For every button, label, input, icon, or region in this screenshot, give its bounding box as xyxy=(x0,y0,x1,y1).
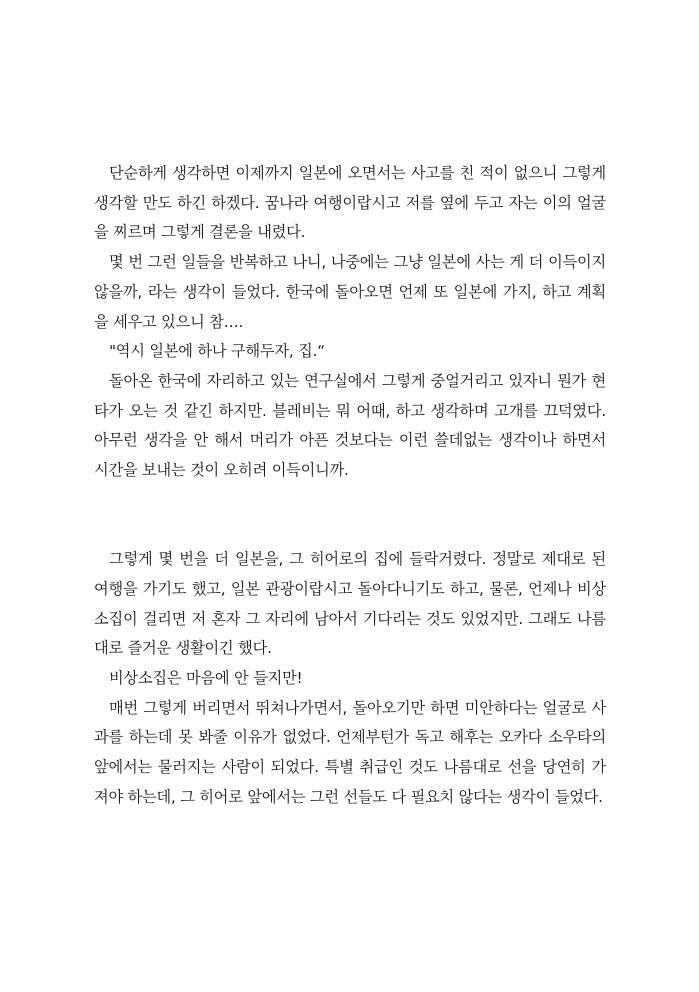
paragraph-6: 매번 그렇게 버리면서 뛰쳐나가면서, 돌아오기만 하면 미안하다는 얼굴로 사과를 하는데 못 봐줄 이유가 없었다. 언제부턴가 독고 해후는 오카다 소우타의 앞에서는 물러지는 사람이 되었다. 특별 취급인 것도 나름대로 선을 당연히 가져야 하는데, 그 히어로 앞에서는 그런 선들도 다 필요치 않다는 생각이 들었다. xyxy=(94,698,606,806)
paragraph-1: 단순하게 생각하면 이제까지 일본에 오면서는 사고를 친 적이 없으니 그렇게 생각할 만도 하긴 하겠다. 꿈나라 여행이랍시고 저를 옆에 두고 자는 이의 얼굴을 찌르며 그렇게 결론을 내렸다. xyxy=(94,164,606,242)
section-break-2 xyxy=(94,515,606,545)
document-page xyxy=(94,159,606,812)
paragraph-3: 돌아온 한국에 자리하고 있는 연구실에서 그렇게 중얼거리고 있자니 뭔가 현타가 오는 것 같긴 하지만. 블레비는 뭐 어때, 하고 생각하며 고개를 끄덕였다. 아무런 생각을 안 해서 머리가 아픈 것보다는 이런 쓸데없는 생각이나 하면서 시간을 보내는 것이 오히려 이득이니까. xyxy=(94,371,606,480)
section-break xyxy=(94,486,606,516)
paragraph-5: 비상소집은 마음에 안 들지만! xyxy=(109,668,303,687)
paragraph-4: 그렇게 몇 번을 더 일본을, 그 히어로의 집에 들락거렸다. 정말로 제대로 된 여행을 가기도 했고, 일본 관광이랍시고 돌아다니기도 하고, 물론, 언제나 비상소집이 걸리면 저 혼자 그 자리에 남아서 기다리는 것도 있었지만. 그래도 나름대로 즐거운 생활이긴 했다. xyxy=(94,550,606,658)
dialogue-line: "역시 일본에 하나 구해두자, 집.“ xyxy=(109,342,325,361)
paragraph-2: 몇 번 그런 일들을 반복하고 나니, 나중에는 그냥 일본에 사는 게 더 이득이지 않을까, 라는 생각이 들었다. 한국에 돌아오면 언제 또 일본에 가지, 하고 계획을 세우고 있으니 참…. xyxy=(94,253,606,331)
